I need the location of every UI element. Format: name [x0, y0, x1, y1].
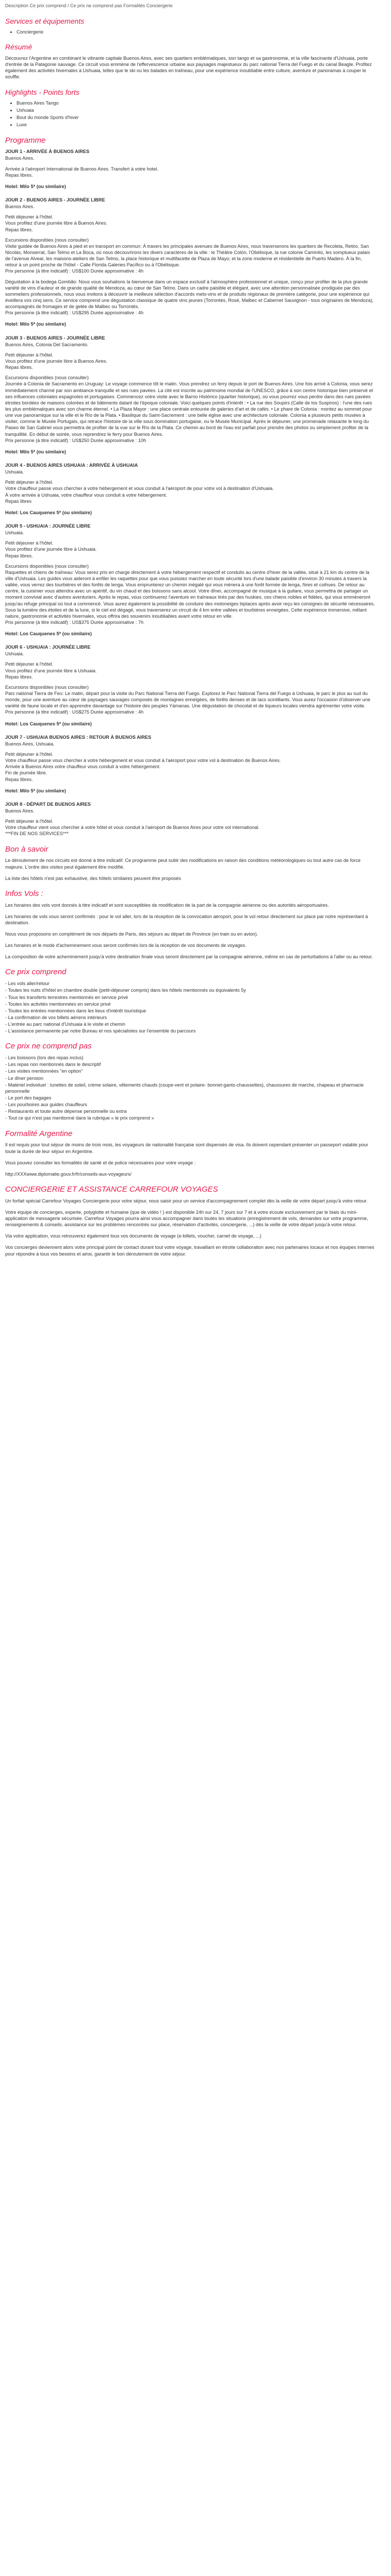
day-line: Votre chauffeur vient vous chercher à votre hôtel et vous conduit à l'aéroport de Buenos Aires pour votre vol international.: [5, 825, 259, 831]
day-line: Petit déjeuner à l'hôtel.: [5, 819, 54, 824]
highlights-title: Highlights - Points forts: [5, 88, 79, 96]
list-item: - Tous les transferts terrestres mentionnés en service privé: [5, 994, 128, 1000]
day-title: JOUR 7 - USHUAIA BUENOS AIRES : RETOUR À BUENOS AIRES: [5, 734, 152, 740]
list-item: - L'assistance permanente par notre Bureau et nos spécialistes sur l'ensemble du parcours: [5, 1028, 196, 1034]
day-title: JOUR 5 - USHUAIA : JOURNÉE LIBRE: [5, 523, 91, 529]
day-line: Repas libres.: [5, 674, 33, 680]
excursion-text: Prix personne (à titre indicatif) : US$375 Durée approximative : 7h: [5, 619, 144, 625]
paragraph: Les horaires de vols vous seront confirmés : pour le vol aller, lors de la réception de la convocation aéroport, pour le vol retour directement sur place par notre représentant à destination.: [5, 913, 368, 925]
spacer: [5, 210, 376, 214]
list-item: • Ushuaia: [17, 107, 376, 113]
hotel-name: Hotel: Milo 5* (ou similaire): [5, 449, 66, 454]
list-item: - Toutes les activités mentionnées en service privé: [5, 1001, 111, 1007]
prix-comprend-list: [5, 980, 376, 1034]
hotel-name: Hotel: Los Cauquenes 5* (ou similaire): [5, 510, 92, 515]
spacer: [5, 747, 376, 751]
programme-days: [5, 148, 376, 837]
spacer: [5, 348, 376, 352]
services-title: Services et équipements: [5, 16, 85, 25]
day-place: Buenos Aires, Ushuaia.: [5, 741, 55, 747]
conciergerie-title: CONCIERGERIE ET ASSISTANCE CARREFOUR VOYAGES: [5, 1184, 218, 1194]
excursion-text: Parc national Tierra de Feu: Le matin, départ pour la visite du Parc National Tierra del Fuego. Explorez le Parc National Tierra del Fuego à Ushuaia, le parc le plus au sud du monde, pour une aventure au cœur de paysages sauvages composés de montagnes enneigées, de forêts denses et de lacs scintillants. Vous aurez l'occasion d'observer une variété de faune locale et d'en apprendre davantage sur l'histoire des peuples Yámanas. Une dégustation de chocolat et de liqueurs locales viendra agrémenter votre visite.: [5, 691, 370, 709]
day-line: Repas libres.: [5, 227, 33, 232]
day-line: Repas libres.: [5, 172, 33, 178]
excursion-text: Raquettes et chiens de traîneau: Vous serez pris en charge directement à votre hébergement respectif et conduits au centre d'hiver de la vallée, situé à 21 km du centre de la ville d'Ushuaia. Les guides vous aideront à enfiler les raquettes pour que vous puissiez marcher en toute sécurité lors d'une balade paisible d'environ 30 minutes à travers la vallée, vous verrez des tourbières et des forêts de lenga. Vous emprunterez un chemin inégalé qui vous mènera à une forêt formée de lenga, ñires et coihues. De retour au centre, la cuisinier vous attendra avec un apéritif, du vin chaud et des boissons sans alcool. Votre dîner, accompagné de musique à la guitare, vous permettra de partager un moment convivial avec d'autres aventuriers. Après le repas, vous continuerez l'aventure en traîneaux tirés par des huskies, ces chiens nobles et fidèles, qui vous emmèneront jusqu'au refuge principal où tout a commencé. Vous aurez également la possibilité de conduire des motoneiges biplaces après avoir reçu les consignes de sécurité nécessaires. Sous la lumière des étoiles et de la lune, si le ciel est dégagé, vous traverserez un circuit de 4 km entre vallées et tourbières enneigées. Cette expérience immersive, mêlant nature, gastronomie et activités hivernales, vous offrira des souvenirs inoubliables avant votre retour en ville.: [5, 569, 375, 619]
excursion-text: Prix personne (à titre indicatif) : US$250 Durée approximative : 10h: [5, 437, 146, 443]
hotel-name: Hotel: Milo 5* (ou similaire): [5, 788, 66, 793]
excursion-text: Prix personne (à titre indicatif) : US$275 Durée approximative : 4h: [5, 709, 144, 715]
day-line: Vous profitez d'une journée libre à Ushuaia.: [5, 668, 97, 673]
excursion-text: Journée à Colonia de Sacramento en Uruguay: Le voyage commence tôt le matin. Vous prendrez un ferry depuis le port de Buenos Aires. Une fois arrivé à Colonia, vous serez immédiatement charmé par son ambiance tranquille et ses rues pavées. La cité est inscrite au patrimoine mondial de l'UNESCO, grâce à son centre historique bien préservé et ses influences coloniales espagnoles et portugaises. Commencez votre visite avec le Barrio Histórico (quartier historique), où vous pourrez vous perdre dans des rues pavées étroites bordées de maisons colorées et de bâtiments datant de l'époque coloniale. Voici quelques points d'intérêt : • La rue des Soupirs (Calle de los Suspiros) : l'une des rues les plus emblématiques avec son charme éternel. • La Plaza Mayor : une place centrale entourée de galeries d'art et de cafés. • Le phare de Colonia : montez au sommet pour une vue panoramique sur la ville et le Río de la Plata. • Basilique du Saint-Sacrement : une belle église avec une architecture coloniale. Colonia a plusieurs petits musées à visiter, comme le Musée Portugais, qui retrace l'histoire de la ville sous domination portugaise, ou le Musée Municipal. Après le déjeuner, une promenade relaxante le long du Paseo de San Gabriel vous permettra de profiter de la vue sur le Río de la Plata. Ce chemin au bord de l'eau est parfait pour prendre des photos ou simplement profiter de la tranquillité. En début de soirée, vous reprendrez le ferry pour Buenos Aires.: [5, 381, 373, 437]
programme-title: Programme: [5, 135, 46, 145]
day-line: Vous profitez d'une journée libre à Ushuaia.: [5, 547, 97, 552]
hotel-name: Hotel: Milo 5* (ou similaire): [5, 183, 66, 189]
day-block: [5, 335, 376, 455]
hotel-name: Hotel: Milo 5* (ou similaire): [5, 321, 66, 327]
spacer: [5, 370, 376, 375]
day-block: [5, 523, 376, 637]
day-place: Ushuaia.: [5, 651, 24, 657]
spacer: [5, 657, 376, 661]
paragraph: Un forfait spécial Carrefour Voyages Conciergerie pour votre séjour, nous saisir pour un service d'accompagnement complet dès la veille de votre départ jusqu'à votre retour.: [5, 1198, 368, 1204]
day-line: Petit déjeuner à l'hôtel.: [5, 480, 54, 485]
services-list: [5, 29, 376, 35]
highlights-list: [5, 100, 376, 128]
day-place: Buenos Aires, Colonia Del Sacramento.: [5, 342, 89, 347]
spacer: [5, 814, 376, 818]
prix-ne-comprend-title: Ce prix ne comprend pas: [5, 1042, 92, 1051]
day-place: Buenos Aires.: [5, 204, 35, 210]
prix-ne-comprend-list: [5, 1055, 376, 1121]
list-item: • Bout du monde Sports d'hiver: [17, 114, 376, 121]
day-block: [5, 644, 376, 727]
day-title: JOUR 1 - ARRIVÉE À BUENOS AIRES: [5, 149, 90, 155]
spacer: [5, 536, 376, 540]
day-title: JOUR 2 - BUENOS AIRES - JOURNÉE LIBRE: [5, 197, 105, 203]
spacer: [5, 559, 376, 563]
list-item: • Luxe: [17, 122, 376, 128]
list-item: - Tout ce qui n'est pas mentionné dans la rubrique « le prix comprend »: [5, 1115, 154, 1121]
list-item: • Buenos Aires Tango: [17, 100, 376, 106]
day-block: [5, 462, 376, 516]
paragraph: Votre équipe de concierges, experte, polyglotte et humaine (que de vidéo ! ) est disponible 24h sur 24, 7 jours sur 7 et à votre écoute exclusivement par le biais du mini-application de messagerie sécurisée. Carrefour Voyages pourra ainsi vous accompagner dans toutes les situations (enregistrement de vols, demandes sur votre programme, renseignements & conseils, assistance sur les problèmes rencontrés sur place, réservation d'activités, conciergerie, ...) dès la veille de votre départ jusqu'à votre retour.: [5, 1209, 368, 1228]
hotel-name: Hotel: Los Cauquenes 5* (ou similaire): [5, 631, 92, 637]
day-line: Repas libres.: [5, 776, 33, 782]
list-item: - Les repas non mentionnés dans le descriptif: [5, 1062, 101, 1067]
day-line: Votre chauffeur passe vous chercher à votre hébergement et vous conduit à l'aéroport pour votre vol à destination de Buenos Aires.: [5, 758, 281, 764]
day-line: À votre arrivée à Ushuaia, votre chauffeur vous conduit à votre hébergement.: [5, 492, 167, 498]
paragraph: La liste des hôtels n'est pas exhaustive, des hôtels similaires peuvent être proposés: [5, 875, 181, 881]
formalite-body: [5, 1142, 376, 1177]
paragraph: http://XXXwww.diplomatie.gouv.fr/fr/conseils-aux-voyageurs/: [5, 1171, 132, 1177]
list-item: - Toutes les nuits d'hôtel en chambre double (petit-déjeuner compris) dans les hôtels mentionnés ou équivalents 5y: [5, 988, 246, 993]
day-place: Buenos Aires.: [5, 156, 35, 161]
paragraph: Le déroulement de nos circuits est donné à titre indicatif. Ce programme peut subir des modifications en raison des conditions météorologiques ou tout autre cas de force majeure. L'ordre des visites peut également être modifié.: [5, 858, 361, 870]
list-item: - Toutes les entrées mentionnées dans les lieux d'intérêt touristique: [5, 1008, 146, 1013]
day-block: [5, 801, 376, 837]
excursions-title: Excursions disponibles (nous consulter): [5, 684, 89, 690]
page: [0, 0, 381, 1267]
spacer: [5, 233, 376, 237]
day-place: Ushuaia.: [5, 530, 24, 536]
list-item: - Les boissons (lors des repas inclus): [5, 1055, 84, 1061]
infos-vols-body: [5, 902, 376, 960]
day-title: JOUR 4 - BUENOS AIRES USHUAIA : ARRIVÉE À USHUAIA: [5, 462, 138, 468]
list-item: - Les pourboires aux guides chauffeurs: [5, 1102, 87, 1108]
hotel-name: Hotel: Los Cauquenes 5* (ou similaire): [5, 721, 92, 726]
excursions-title: Excursions disponibles (nous consulter): [5, 237, 89, 243]
spacer: [5, 275, 376, 279]
excursion-text: Visite guidée de Buenos Aires à pied et en transport en commun: À travers les principales avenues de Buenos Aires, nous traverserons les quartiers de Recoleta, Retiro, San Nicolás, Monserrat, San Telmo et La Boca, où nous découvrirons les divers caractères de la ville : le Théâtre Colón, l'Obélisque, la rue colonie Caminito, les somptueux palais de l'avenue Alvear, les maisons-ateliers de San Telmo, la place historique et multifacette de Plaza de Mayo; et la zone moderne et résidentielle de Puerto Madero. À la fin, retour à un point proche de l'hôtel - Calle Florida Galeries Pacífico ou à l'Obélisque.: [5, 243, 370, 268]
bon-savoir-body: [5, 857, 376, 881]
day-line: Petit déjeuner à l'hôtel.: [5, 752, 54, 757]
resume-title: Résumé: [5, 43, 32, 52]
day-title: JOUR 8 - DÉPART DE BUENOS AIRES: [5, 801, 91, 807]
list-item: - Restaurants et toute autre dépense personnelle ou extra: [5, 1109, 127, 1114]
day-line: Votre chauffeur passe vous chercher à votre hébergement et vous conduit à l'aéroport de pour votre vol à destination d'Ushuaia.: [5, 486, 274, 492]
bon-savoir-title: Bon à savoir: [5, 844, 48, 854]
day-line: Repas libres.: [5, 365, 33, 370]
paragraph: La composition de votre acheminement jusqu'à votre destination finale vous seront directement par la compagnie aérienne, même en cas de perturbations à l'aller ou au retour.: [5, 954, 373, 960]
day-block: [5, 148, 376, 190]
spacer: [5, 680, 376, 684]
day-line: Fin de journée libre.: [5, 770, 47, 776]
day-title: JOUR 6 - USHUAIA : JOURNÉE LIBRE: [5, 645, 91, 650]
list-item: - Les visites mentionnées "en option": [5, 1069, 83, 1074]
excursion-text: Prix personne (à titre indicatif) : US$295 Durée approximative : 4h: [5, 310, 144, 316]
day-line: Vous profitez d'une journée libre à Buenos Aires.: [5, 359, 107, 364]
paragraph: Les horaires et le mode d'acheminement vous seront confirmés lors de la réception de vos documents de voyages.: [5, 943, 247, 948]
day-line: Arrivée à Buenos Aires votre chauffeur vous conduit à votre hébergement.: [5, 764, 161, 770]
day-block: [5, 734, 376, 794]
list-item: - Le port des bagages: [5, 1095, 52, 1100]
day-title: JOUR 3 - BUENOS AIRES - JOURNÉE LIBRE: [5, 335, 105, 341]
formalite-title: Formalité Argentine: [5, 1129, 73, 1138]
list-item: - Le dîner pension: [5, 1075, 44, 1081]
tab-bar-text[interactable]: Description Ce prix comprend / Ce prix ne comprend pas Formalités Conciergerie: [5, 3, 173, 8]
infos-vols-title: Infos Vols :: [5, 889, 43, 898]
conciergerie-body: [5, 1198, 376, 1257]
list-item: - Matériel individuel : lunettes de soleil, crème solaire, vêtements chauds (coupe-vent et polaire- bonnet-gants-chaussettes), chaussures de marche, chapeau et pharmacie personnelle: [5, 1082, 364, 1094]
excursion-text: Prix personne (à titre indicatif) : US$100 Durée approximative : 4h: [5, 268, 144, 274]
day-line: ***FIN DE NOS SERVICES***: [5, 831, 69, 837]
paragraph: Nous vous proposons en complément de nos départs de Paris, des séjours au départ de Province (en train ou en avion).: [5, 931, 258, 937]
excursions-title: Excursions disponibles (nous consulter): [5, 375, 89, 381]
day-line: Repas libres: [5, 498, 32, 504]
day-place: Buenos Aires.: [5, 808, 35, 814]
day-block: [5, 197, 376, 328]
day-line: Petit déjeuner à l'hôtel.: [5, 662, 54, 667]
day-place: Ushuaia.: [5, 469, 24, 475]
day-line: Petit déjeuner à l'hôtel.: [5, 214, 54, 220]
day-line: Repas libres.: [5, 553, 33, 558]
excursion-text: Dégustation à la bodega Gombão: Nous vous souhaitons la bienvenue dans un espace exclusif à l'atmosphère professionnel et unique, conçu pour profiter de la plus grande variété de vins d'auteur et de grande qualité de Mendoza, au cœur de San Telmo. Dans un cadre paisible et élégant, avec une attention personnalisée prodiguée par des sommeliers professionnels, nous vous invitons à découvrir la meilleure sélection d'accords mets-vins et de produits régionaux de première catégorie, pour une expérience qui éveillera vos cinq sens. Ce service comprend une dégustation classique de quatre vins jeunes (Torrontés, Rosé, Malbec et Cabernet Sauvignon - tous originaires de Mendoza), accompagnés de fromages et de gelée de Malbec ou Torrontés.: [5, 279, 373, 310]
paragraph: Via votre application, vous retrouverez également tous vos documents de voyage (e-billets, voucher, carnet de voyage, ...): [5, 1233, 262, 1239]
list-item: - L'entrée au parc national d'Ushuaia à le visite et chemin: [5, 1022, 125, 1027]
paragraph: Vos concierges deviennent alors votre principal point de contact durant tout votre voyage, travaillant en étroite collaboration avec nos partenaires locaux et nos équipes internes pour répondre à tous vos besoins et ainsi, garantir le bon déroulement de votre séjour.: [5, 1245, 374, 1257]
resume-text: Découvrez l'Argentine en combinant le vibrante capitale Buenos Aires, avec ses quartiers emblématiques, son tango et sa gastronomie, et la ville fascinante d'Ushuaia, porte d'entrée de la Patagonie sauvage. Ce circuit vous emmène de l'effervescence urbaine aux paysages majestueux du parc national Tierra del Fuego et du canal Beagle. Profitez également des activités hivernales à Ushuaia, telles que le ski ou les balades en traîneau, pour une expérience inoubliable entre culture, aventure et panoramas à couper le souffle.: [5, 55, 372, 80]
prix-comprend-title: Ce prix comprend: [5, 968, 67, 977]
list-item: - La confirmation de vos billets aériens intérieurs: [5, 1014, 107, 1020]
spacer: [5, 475, 376, 479]
spacer: [5, 162, 376, 166]
day-line: Petit déjeuner à l'hôtel.: [5, 540, 54, 546]
day-line: Vous profitez d'une journée libre à Buenos Aires.: [5, 221, 107, 226]
day-line: Arrivée à l'aéroport International de Buenos Aires. Transfert à votre hotel.: [5, 166, 158, 172]
day-line: Petit déjeuner à l'hôtel.: [5, 352, 54, 358]
excursions-title: Excursions disponibles (nous consulter): [5, 563, 89, 569]
paragraph: Les horaires des vols vont donnés à titre indicatif et sont susceptibles de modification de la part de la compagnie aérienne ou des autorités aéroportuaires.: [5, 902, 329, 908]
paragraph: Vous pouvez consulter les formalités de santé et de police nécessaires pour votre voyage :: [5, 1160, 196, 1165]
list-item: - Les vols aller/retour: [5, 981, 50, 987]
list-item: • Conciergerie: [17, 29, 376, 35]
paragraph: Il est requis pour tout séjour de moins de trois mois, les voyageurs de nationalité française sont dispensés de visa. Ils doivent cependant présenter un passeport valable pour toute la durée de leur séjour en Argentine.: [5, 1142, 368, 1154]
